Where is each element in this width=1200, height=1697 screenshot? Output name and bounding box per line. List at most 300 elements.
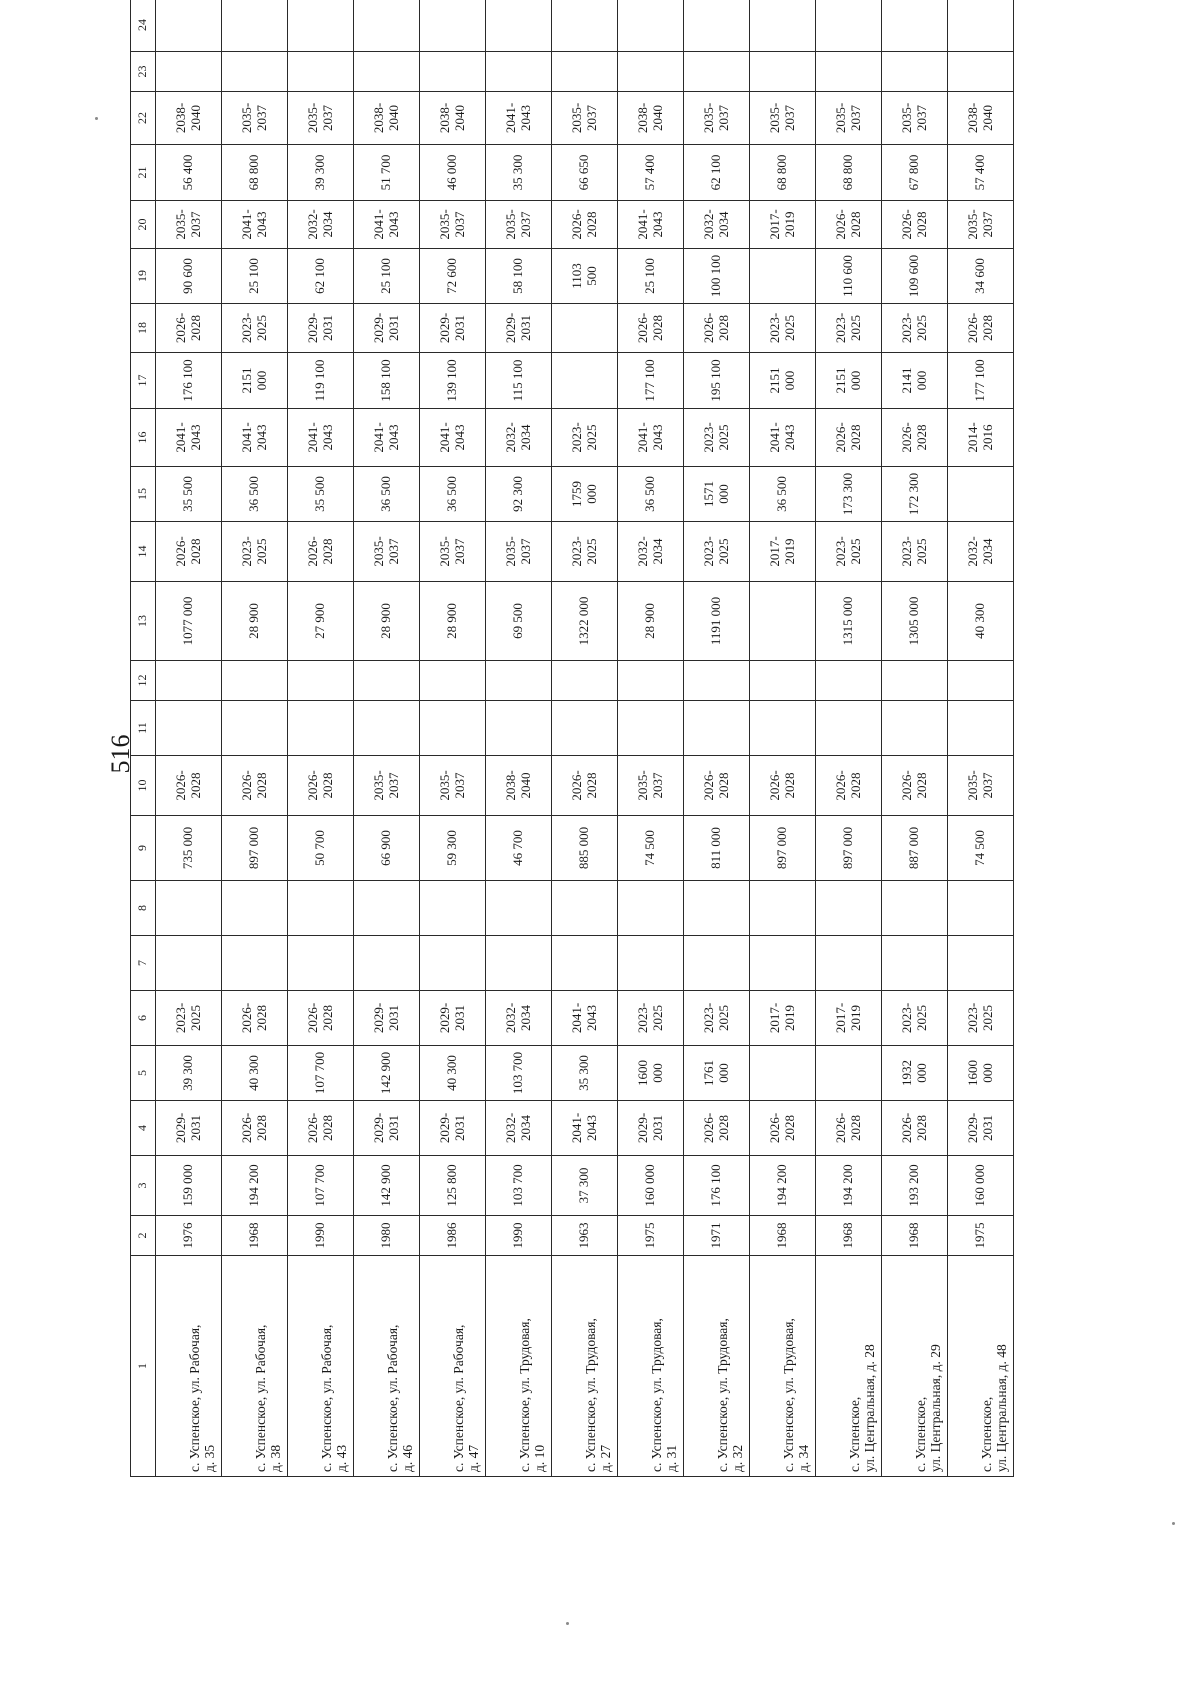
table-cell: 735 000 — [156, 816, 222, 881]
table-cell — [552, 304, 618, 353]
table-cell: 2017- 2019 — [750, 522, 816, 582]
table-cell: 57 400 — [948, 145, 1014, 201]
table-cell: 2041- 2043 — [552, 1101, 618, 1156]
table-cell: 194 200 — [222, 1156, 288, 1216]
table-cell: 1305 000 — [882, 582, 948, 661]
column-header-20: 20 — [131, 201, 156, 249]
table-cell — [684, 881, 750, 936]
column-header-18: 18 — [131, 304, 156, 353]
table-cell — [222, 881, 288, 936]
table-cell — [354, 52, 420, 92]
table-cell: 159 000 — [156, 1156, 222, 1216]
table-cell — [750, 0, 816, 52]
table-cell: 2029- 2031 — [354, 304, 420, 353]
table-cell — [552, 52, 618, 92]
table-cell: 2026- 2028 — [750, 756, 816, 816]
table-cell: 2035- 2037 — [420, 522, 486, 582]
table-cell: 2026- 2028 — [882, 409, 948, 467]
table-cell: 177 100 — [618, 353, 684, 409]
column-header-24: 24 — [131, 0, 156, 52]
table-cell — [222, 701, 288, 756]
table-cell: 100 100 — [684, 249, 750, 304]
column-header-15: 15 — [131, 467, 156, 522]
column-number-row — [131, 0, 156, 1477]
table-cell — [882, 936, 948, 991]
table-cell: 2017- 2019 — [750, 991, 816, 1046]
table-cell: 2032- 2034 — [288, 201, 354, 249]
table-cell — [816, 936, 882, 991]
table-cell: 36 500 — [354, 467, 420, 522]
table-cell: 2041- 2043 — [354, 201, 420, 249]
table-cell: 1968 — [750, 1216, 816, 1256]
table-cell: 36 500 — [420, 467, 486, 522]
table-cell: 90 600 — [156, 249, 222, 304]
table-row — [486, 0, 552, 1477]
table-cell — [816, 881, 882, 936]
table-cell — [156, 701, 222, 756]
table-cell: 56 400 — [156, 145, 222, 201]
column-header-10: 10 — [131, 756, 156, 816]
table-cell: 2041- 2043 — [618, 409, 684, 467]
table-cell — [618, 881, 684, 936]
table-cell: 1986 — [420, 1216, 486, 1256]
table-cell: 2023- 2025 — [948, 991, 1014, 1046]
table-cell: 40 300 — [222, 1046, 288, 1101]
table-cell — [156, 52, 222, 92]
table-cell — [420, 0, 486, 52]
table-cell: 50 700 — [288, 816, 354, 881]
column-header-11: 11 — [131, 701, 156, 756]
table-cell: 2029- 2031 — [618, 1101, 684, 1156]
table-row — [750, 0, 816, 1477]
table-cell: 2023- 2025 — [222, 522, 288, 582]
table-cell: 2026- 2028 — [222, 991, 288, 1046]
table-cell: 2029- 2031 — [156, 1101, 222, 1156]
table-cell: 2038- 2040 — [354, 92, 420, 145]
table-cell: 1975 — [618, 1216, 684, 1256]
table-cell — [618, 661, 684, 701]
table-cell — [948, 467, 1014, 522]
table-cell — [156, 881, 222, 936]
table-cell — [948, 661, 1014, 701]
table-cell: 2035- 2037 — [684, 92, 750, 145]
table-cell — [420, 881, 486, 936]
table-cell: 176 100 — [156, 353, 222, 409]
table-frame — [130, 19, 1014, 1477]
table-cell: 2032- 2034 — [486, 1101, 552, 1156]
table-cell — [552, 0, 618, 52]
table-cell — [948, 881, 1014, 936]
table-cell: 72 600 — [420, 249, 486, 304]
table-cell: 172 300 — [882, 467, 948, 522]
table-cell — [552, 936, 618, 991]
table-cell: 2023- 2025 — [684, 522, 750, 582]
table-cell: 2023- 2025 — [816, 522, 882, 582]
table-cell: 2026- 2028 — [948, 304, 1014, 353]
rotated-table-container — [130, 19, 1014, 1477]
table-cell — [222, 661, 288, 701]
table-cell: 2151 000 — [222, 353, 288, 409]
table-cell: 1600 000 — [618, 1046, 684, 1101]
table-cell: 2026- 2028 — [156, 522, 222, 582]
table-cell — [552, 353, 618, 409]
table-cell — [156, 661, 222, 701]
table-cell — [684, 701, 750, 756]
table-row — [816, 0, 882, 1477]
table-cell — [288, 936, 354, 991]
table-cell: 1077 000 — [156, 582, 222, 661]
table-cell: 110 600 — [816, 249, 882, 304]
table-cell — [882, 0, 948, 52]
table-cell: 1968 — [816, 1216, 882, 1256]
table-cell: 2026- 2028 — [552, 756, 618, 816]
table-cell: 2041- 2043 — [552, 991, 618, 1046]
table-cell — [882, 661, 948, 701]
table-cell: 62 100 — [684, 145, 750, 201]
table-cell: 2038- 2040 — [420, 92, 486, 145]
table-cell: 39 300 — [288, 145, 354, 201]
table-cell: 194 200 — [750, 1156, 816, 1216]
column-header-5: 5 — [131, 1046, 156, 1101]
table-cell — [618, 52, 684, 92]
table-cell: 173 300 — [816, 467, 882, 522]
table-cell: 2035- 2037 — [288, 92, 354, 145]
table-cell: 2029- 2031 — [354, 1101, 420, 1156]
table-cell: 2035- 2037 — [420, 201, 486, 249]
table-cell: 158 100 — [354, 353, 420, 409]
table-cell: 2041- 2043 — [618, 201, 684, 249]
column-header-9: 9 — [131, 816, 156, 881]
table-cell: 2026- 2028 — [222, 1101, 288, 1156]
column-header-19: 19 — [131, 249, 156, 304]
table-cell: 195 100 — [684, 353, 750, 409]
table-cell: 2026- 2028 — [156, 756, 222, 816]
table-cell: 2026- 2028 — [816, 409, 882, 467]
table-cell: 2029- 2031 — [420, 304, 486, 353]
table-row — [618, 0, 684, 1477]
table-cell — [486, 881, 552, 936]
table-cell: 28 900 — [420, 582, 486, 661]
table-cell — [354, 661, 420, 701]
table-cell: 2035- 2037 — [948, 756, 1014, 816]
table-cell: 74 500 — [618, 816, 684, 881]
table-cell: 193 200 — [882, 1156, 948, 1216]
table-cell — [354, 0, 420, 52]
address-cell: с. Успенское, ул. Трудовая, д. 31 — [618, 1256, 684, 1477]
column-header-13: 13 — [131, 582, 156, 661]
table-cell: 2029- 2031 — [288, 304, 354, 353]
table-cell — [552, 701, 618, 756]
table-cell: 107 700 — [288, 1156, 354, 1216]
table-cell — [684, 0, 750, 52]
table-cell: 2041- 2043 — [750, 409, 816, 467]
table-cell — [816, 1046, 882, 1101]
table-cell — [156, 0, 222, 52]
table-cell: 2023- 2025 — [684, 991, 750, 1046]
address-cell: с. Успенское, ул. Центральная, д. 28 — [816, 1256, 882, 1477]
table-cell: 2029- 2031 — [354, 991, 420, 1046]
table-cell: 2035- 2037 — [486, 201, 552, 249]
table-cell — [684, 936, 750, 991]
table-cell — [816, 661, 882, 701]
table-cell: 2017- 2019 — [750, 201, 816, 249]
table-cell: 2035- 2037 — [750, 92, 816, 145]
table-cell: 59 300 — [420, 816, 486, 881]
column-header-8: 8 — [131, 881, 156, 936]
table-cell: 92 300 — [486, 467, 552, 522]
column-header-4: 4 — [131, 1101, 156, 1156]
table-cell: 1968 — [882, 1216, 948, 1256]
table-cell — [420, 701, 486, 756]
table-cell: 1968 — [222, 1216, 288, 1256]
table-cell — [486, 701, 552, 756]
table-cell: 2026- 2028 — [750, 1101, 816, 1156]
column-header-23: 23 — [131, 52, 156, 92]
table-cell: 142 900 — [354, 1156, 420, 1216]
table-cell: 2151 000 — [750, 353, 816, 409]
table-cell: 35 300 — [486, 145, 552, 201]
table-cell: 2026- 2028 — [882, 1101, 948, 1156]
table-cell: 125 800 — [420, 1156, 486, 1216]
table-cell: 40 300 — [948, 582, 1014, 661]
table-row — [156, 0, 222, 1477]
table-row — [222, 0, 288, 1477]
table-cell: 25 100 — [354, 249, 420, 304]
table-cell: 36 500 — [618, 467, 684, 522]
table-cell: 1315 000 — [816, 582, 882, 661]
column-header-2: 2 — [131, 1216, 156, 1256]
column-header-3: 3 — [131, 1156, 156, 1216]
table-cell — [750, 936, 816, 991]
table-row — [882, 0, 948, 1477]
table-cell: 2023- 2025 — [816, 304, 882, 353]
table-cell: 109 600 — [882, 249, 948, 304]
table-cell — [288, 52, 354, 92]
housing-repair-table — [130, 0, 1014, 1477]
table-cell — [948, 52, 1014, 92]
table-cell — [222, 936, 288, 991]
table-cell: 107 700 — [288, 1046, 354, 1101]
table-cell: 36 500 — [222, 467, 288, 522]
table-cell: 2038- 2040 — [156, 92, 222, 145]
column-header-6: 6 — [131, 991, 156, 1046]
table-cell: 2026- 2028 — [882, 756, 948, 816]
table-cell: 2035- 2037 — [552, 92, 618, 145]
table-cell: 2035- 2037 — [816, 92, 882, 145]
table-cell — [948, 701, 1014, 756]
table-cell: 2038- 2040 — [486, 756, 552, 816]
table-cell: 103 700 — [486, 1156, 552, 1216]
column-header-12: 12 — [131, 661, 156, 701]
table-cell: 1571 000 — [684, 467, 750, 522]
table-cell — [750, 661, 816, 701]
table-cell: 2035- 2037 — [354, 756, 420, 816]
column-header-14: 14 — [131, 522, 156, 582]
table-cell: 2026- 2028 — [618, 304, 684, 353]
address-cell: с. Успенское, ул. Трудовая, д. 34 — [750, 1256, 816, 1477]
table-cell: 68 800 — [222, 145, 288, 201]
table-cell: 40 300 — [420, 1046, 486, 1101]
table-cell: 35 500 — [288, 467, 354, 522]
table-row — [288, 0, 354, 1477]
table-cell: 74 500 — [948, 816, 1014, 881]
table-cell: 2035- 2037 — [222, 92, 288, 145]
table-cell: 2026- 2028 — [156, 304, 222, 353]
table-cell: 2026- 2028 — [288, 1101, 354, 1156]
table-cell: 2032- 2034 — [486, 409, 552, 467]
address-cell: с. Успенское, ул. Центральная, д. 29 — [882, 1256, 948, 1477]
table-cell — [750, 881, 816, 936]
table-cell — [486, 52, 552, 92]
table-cell — [288, 701, 354, 756]
table-cell: 2023- 2025 — [552, 522, 618, 582]
table-cell: 887 000 — [882, 816, 948, 881]
column-header-7: 7 — [131, 936, 156, 991]
table-cell — [288, 0, 354, 52]
table-cell: 176 100 — [684, 1156, 750, 1216]
table-cell: 2041- 2043 — [354, 409, 420, 467]
address-cell: с. Успенское, ул. Рабочая, д. 35 — [156, 1256, 222, 1477]
table-cell — [948, 936, 1014, 991]
table-cell — [684, 52, 750, 92]
table-cell: 897 000 — [222, 816, 288, 881]
table-cell: 2023- 2025 — [552, 409, 618, 467]
table-cell: 2041- 2043 — [222, 201, 288, 249]
table-cell: 2032- 2034 — [618, 522, 684, 582]
table-cell: 67 800 — [882, 145, 948, 201]
address-cell: с. Успенское, ул. Трудовая, д. 10 — [486, 1256, 552, 1477]
table-cell: 897 000 — [750, 816, 816, 881]
table-cell: 2029- 2031 — [486, 304, 552, 353]
address-cell: с. Успенское, ул. Рабочая, д. 43 — [288, 1256, 354, 1477]
table-row — [420, 0, 486, 1477]
table-cell: 897 000 — [816, 816, 882, 881]
column-header-17: 17 — [131, 353, 156, 409]
table-cell: 2026- 2028 — [684, 756, 750, 816]
address-cell: с. Успенское, ул. Центральная, д. 48 — [948, 1256, 1014, 1477]
table-cell — [948, 0, 1014, 52]
page-number: 516 — [106, 734, 135, 774]
table-cell — [354, 881, 420, 936]
table-cell: 2026- 2028 — [288, 991, 354, 1046]
table-cell: 1975 — [948, 1216, 1014, 1256]
table-cell — [750, 1046, 816, 1101]
table-cell: 57 400 — [618, 145, 684, 201]
table-cell: 160 000 — [618, 1156, 684, 1216]
table-cell: 142 900 — [354, 1046, 420, 1101]
table-cell: 1761 000 — [684, 1046, 750, 1101]
table-cell: 1191 000 — [684, 582, 750, 661]
table-cell: 2141 000 — [882, 353, 948, 409]
table-cell: 160 000 — [948, 1156, 1014, 1216]
table-cell: 2032- 2034 — [486, 991, 552, 1046]
column-header-1: 1 — [131, 1256, 156, 1477]
table-cell: 69 500 — [486, 582, 552, 661]
table-cell — [618, 936, 684, 991]
table-cell: 2035- 2037 — [618, 756, 684, 816]
table-cell: 1980 — [354, 1216, 420, 1256]
table-cell: 2026- 2028 — [684, 1101, 750, 1156]
table-cell — [750, 52, 816, 92]
column-header-22: 22 — [131, 92, 156, 145]
table-cell — [288, 661, 354, 701]
table-cell: 1932 000 — [882, 1046, 948, 1101]
table-cell: 1600 000 — [948, 1046, 1014, 1101]
table-cell: 25 100 — [222, 249, 288, 304]
table-cell: 2023- 2025 — [618, 991, 684, 1046]
table-cell: 2029- 2031 — [420, 991, 486, 1046]
table-cell — [420, 936, 486, 991]
table-cell: 115 100 — [486, 353, 552, 409]
table-cell: 2035- 2037 — [948, 201, 1014, 249]
table-cell — [354, 701, 420, 756]
table-row — [948, 0, 1014, 1477]
address-cell: с. Успенское, ул. Рабочая, д. 46 — [354, 1256, 420, 1477]
table-cell: 68 800 — [750, 145, 816, 201]
table-cell — [222, 0, 288, 52]
table-body — [156, 0, 1014, 1477]
table-cell — [816, 701, 882, 756]
table-row — [354, 0, 420, 1477]
address-cell: с. Успенское, ул. Трудовая, д. 32 — [684, 1256, 750, 1477]
table-cell: 2026- 2028 — [552, 201, 618, 249]
table-cell: 1971 — [684, 1216, 750, 1256]
table-cell: 2038- 2040 — [618, 92, 684, 145]
scan-speck — [1172, 1522, 1175, 1525]
table-cell: 2023- 2025 — [882, 304, 948, 353]
table-cell: 2035- 2037 — [486, 522, 552, 582]
table-cell — [882, 881, 948, 936]
table-cell — [882, 701, 948, 756]
table-cell: 46 000 — [420, 145, 486, 201]
address-cell: с. Успенское, ул. Трудовая, д. 27 — [552, 1256, 618, 1477]
table-cell: 2035- 2037 — [354, 522, 420, 582]
table-cell: 2032- 2034 — [684, 201, 750, 249]
table-cell: 51 700 — [354, 145, 420, 201]
table-cell — [420, 52, 486, 92]
table-cell — [354, 936, 420, 991]
table-cell — [750, 249, 816, 304]
table-cell: 2035- 2037 — [420, 756, 486, 816]
table-cell: 2041- 2043 — [486, 92, 552, 145]
table-cell: 2023- 2025 — [156, 991, 222, 1046]
table-cell — [618, 0, 684, 52]
table-cell: 2026- 2028 — [288, 522, 354, 582]
table-cell — [816, 0, 882, 52]
table-cell: 2035- 2037 — [882, 92, 948, 145]
table-cell: 36 500 — [750, 467, 816, 522]
table-cell: 66 650 — [552, 145, 618, 201]
table-cell: 811 000 — [684, 816, 750, 881]
table-cell — [486, 936, 552, 991]
table-cell: 46 700 — [486, 816, 552, 881]
table-cell: 1963 — [552, 1216, 618, 1256]
table-cell: 1759 000 — [552, 467, 618, 522]
table-cell: 1976 — [156, 1216, 222, 1256]
table-cell: 2041- 2043 — [156, 409, 222, 467]
table-cell — [420, 661, 486, 701]
table-cell: 39 300 — [156, 1046, 222, 1101]
table-cell: 27 900 — [288, 582, 354, 661]
table-cell: 2023- 2025 — [882, 991, 948, 1046]
scan-speck — [95, 117, 98, 120]
table-cell: 194 200 — [816, 1156, 882, 1216]
table-cell: 1990 — [288, 1216, 354, 1256]
table-cell: 119 100 — [288, 353, 354, 409]
table-cell — [750, 701, 816, 756]
table-cell — [882, 52, 948, 92]
table-cell: 2026- 2028 — [816, 1101, 882, 1156]
